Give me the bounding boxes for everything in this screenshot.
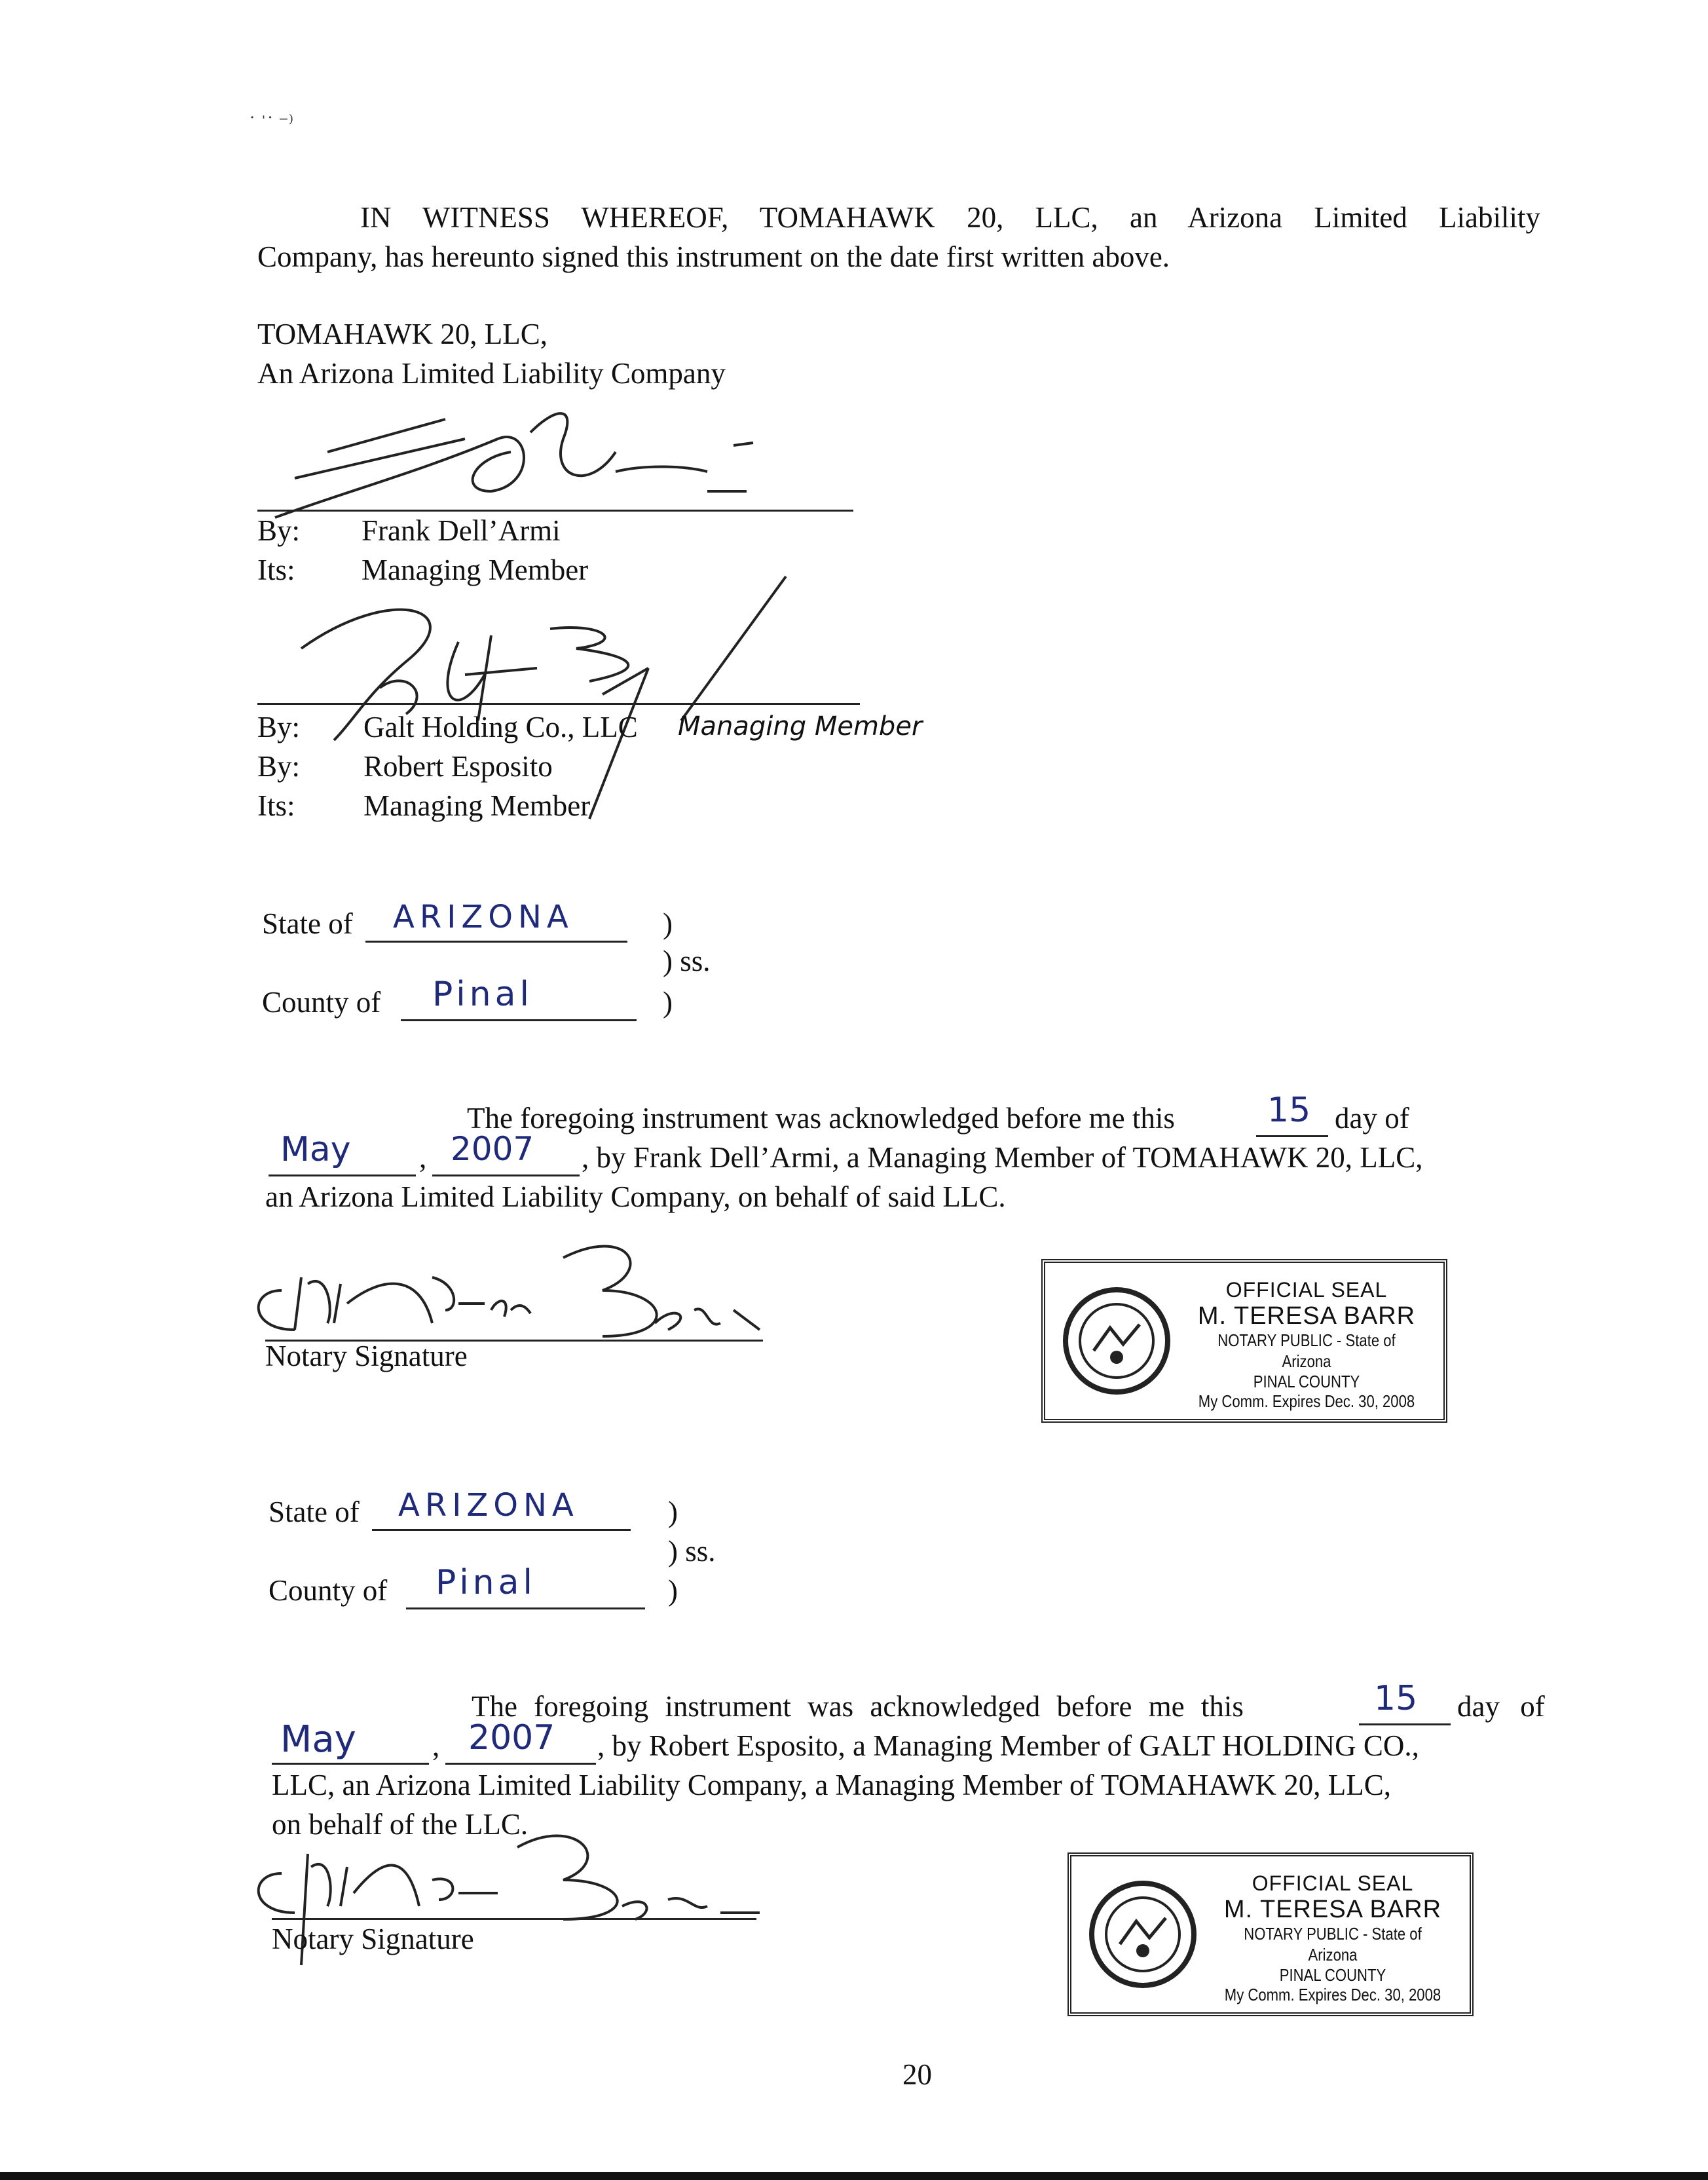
ack1-month-handwritten: May bbox=[280, 1130, 351, 1169]
state-label-2: State of bbox=[269, 1495, 360, 1528]
ack1-line1-pre: The foregoing instrument was acknowledged before me this bbox=[467, 1102, 1175, 1135]
state-paren-2: ) bbox=[668, 1495, 678, 1528]
seal-line4-2: PINAL COUNTY bbox=[1279, 1965, 1386, 1985]
ack2-year-handwritten: 2007 bbox=[468, 1718, 555, 1757]
company-name: TOMAHAWK 20, LLC, bbox=[257, 318, 548, 350]
scan-speck: ˙ ˈ˙ ⁻⁾ bbox=[249, 112, 294, 134]
by-label-2: By: bbox=[257, 711, 301, 743]
signature-robert-esposito bbox=[262, 570, 851, 819]
seal-title-2: OFFICIAL SEAL bbox=[1252, 1871, 1414, 1895]
by-value-2: Galt Holding Co., LLC bbox=[363, 711, 638, 743]
seal-line5-2: My Comm. Expires Dec. 30, 2008 bbox=[1224, 1985, 1441, 2004]
ack1-year-handwritten: 2007 bbox=[451, 1130, 534, 1168]
handwritten-managing-member: Managing Member bbox=[678, 711, 923, 742]
state-handwritten-2: ARIZONA bbox=[398, 1487, 579, 1524]
by2-value-2: Robert Esposito bbox=[363, 750, 553, 783]
county-handwritten-2: Pinal bbox=[436, 1563, 536, 1602]
arizona-state-seal-icon bbox=[1087, 1879, 1198, 1990]
seal-line3-2: NOTARY PUBLIC - State of Arizona bbox=[1244, 1924, 1422, 1964]
company-description: An Arizona Limited Liability Company bbox=[257, 357, 726, 390]
arizona-state-seal-icon bbox=[1061, 1285, 1172, 1397]
ack2-line4: on behalf of the LLC. bbox=[272, 1808, 529, 1841]
ss-label-2: ) ss. bbox=[668, 1535, 716, 1568]
ack1-comma: , bbox=[419, 1141, 427, 1174]
by-label-1: By: bbox=[257, 514, 301, 547]
ack1-line1-post: day of bbox=[1335, 1102, 1409, 1135]
notary-seal-1 bbox=[1041, 1259, 1447, 1423]
seal-name-2: M. TERESA BARR bbox=[1223, 1896, 1442, 1923]
witness-paragraph-line2: Company, has hereunto signed this instrument on the date first written above. bbox=[257, 240, 1170, 273]
ack1-line2-post: , by Frank Dell’Armi, a Managing Member of TOMAHAWK 20, LLC, bbox=[582, 1141, 1423, 1174]
by2-label-2: By: bbox=[257, 750, 301, 783]
page-number: 20 bbox=[902, 2058, 932, 2091]
ack1-day-handwritten: 15 bbox=[1267, 1091, 1311, 1130]
notary-signature-label-1: Notary Signature bbox=[265, 1340, 468, 1372]
seal-line5-1: My Comm. Expires Dec. 30, 2008 bbox=[1198, 1391, 1415, 1411]
ack2-line2-post: , by Robert Esposito, a Managing Member of GALT HOLDING CO., bbox=[597, 1729, 1419, 1762]
signature-line-2 bbox=[257, 703, 860, 705]
seal-title-1: OFFICIAL SEAL bbox=[1225, 1278, 1388, 1302]
state-paren-1: ) bbox=[663, 907, 673, 940]
its-value-1: Managing Member bbox=[362, 554, 589, 586]
state-handwritten-1: ARIZONA bbox=[393, 899, 574, 935]
seal-name-1: M. TERESA BARR bbox=[1197, 1302, 1416, 1330]
scan-bottom-edge bbox=[0, 2172, 1708, 2180]
ack2-line3: LLC, an Arizona Limited Liability Company, a Managing Member of TOMAHAWK 20, LLC, bbox=[272, 1769, 1392, 1801]
ack2-line1-pre: The foregoing instrument was acknowledged before me this bbox=[472, 1690, 1244, 1723]
by-value-1: Frank Dell’Armi bbox=[362, 514, 561, 547]
ack1-line3: an Arizona Limited Liability Company, on behalf of said LLC. bbox=[265, 1180, 1006, 1213]
notary-seal-2 bbox=[1068, 1852, 1474, 2016]
county-paren-2: ) bbox=[668, 1574, 678, 1607]
ack2-day-handwritten: 15 bbox=[1374, 1679, 1418, 1718]
seal-line3-1: NOTARY PUBLIC - State of Arizona bbox=[1217, 1330, 1396, 1371]
county-paren-1: ) bbox=[663, 986, 673, 1019]
ack2-line1-post: day of bbox=[1457, 1690, 1545, 1723]
its-value-2: Managing Member bbox=[363, 789, 591, 822]
its-label-2: Its: bbox=[257, 789, 295, 822]
county-label-2: County of bbox=[269, 1574, 388, 1607]
notary-signature-label-2: Notary Signature bbox=[272, 1923, 474, 1955]
ack2-month-handwritten: May bbox=[280, 1718, 356, 1761]
state-label-1: State of bbox=[262, 907, 353, 940]
seal-line4-1: PINAL COUNTY bbox=[1253, 1372, 1360, 1391]
its-label-1: Its: bbox=[257, 554, 295, 586]
county-label-1: County of bbox=[262, 986, 381, 1019]
county-handwritten-1: Pinal bbox=[432, 975, 533, 1014]
witness-paragraph-line1: IN WITNESS WHEREOF, TOMAHAWK 20, LLC, an Arizona Limited Liability bbox=[360, 201, 1540, 234]
ack2-comma: , bbox=[432, 1729, 440, 1762]
ss-label-1: ) ss. bbox=[663, 945, 711, 977]
